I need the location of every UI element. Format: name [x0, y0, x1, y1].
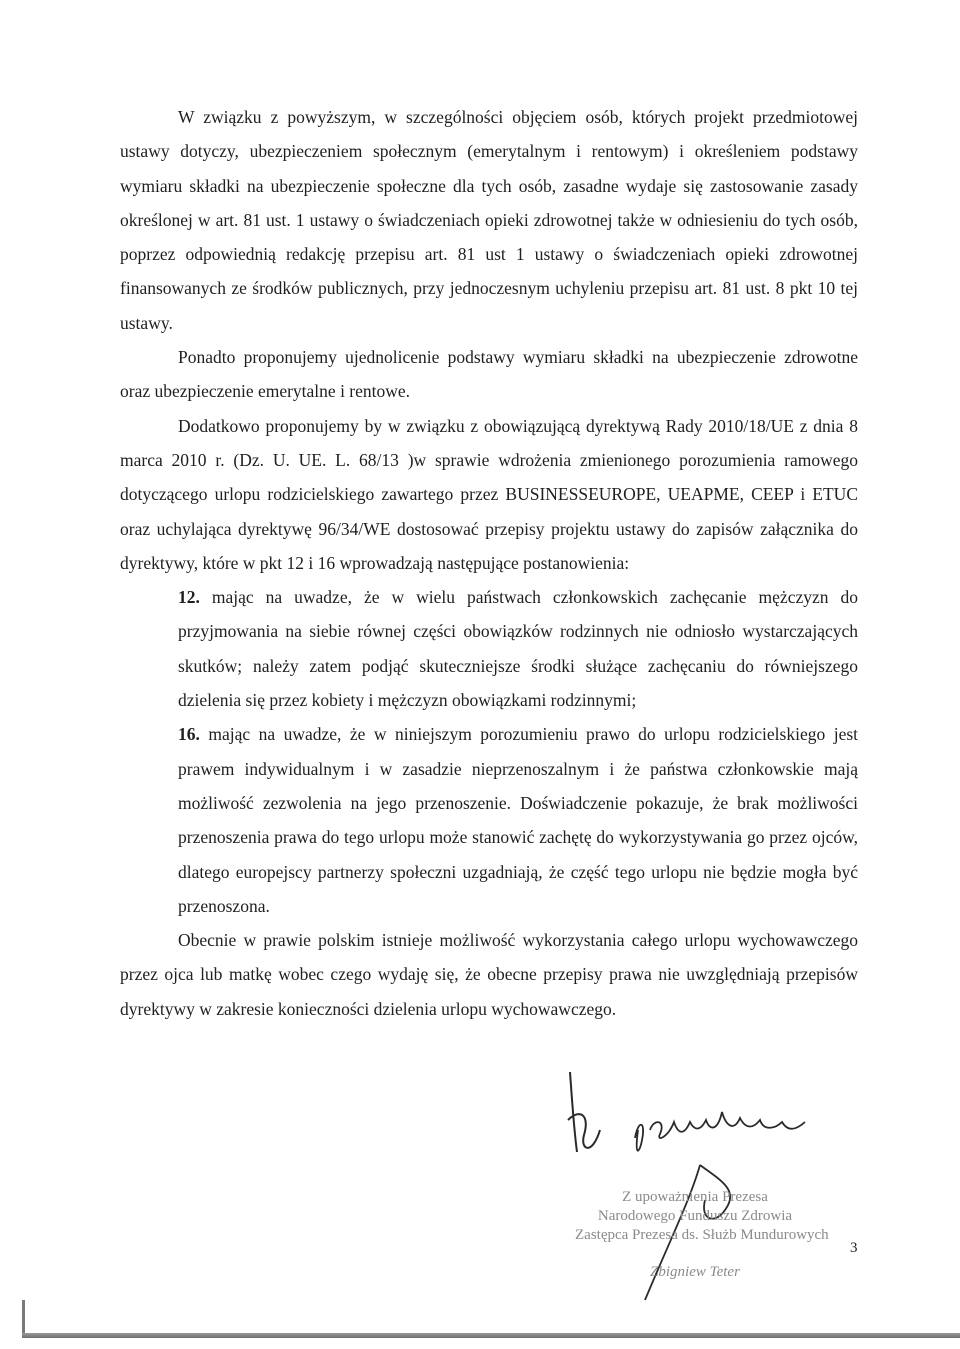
- item-text: mając na uwadze, że w wielu państwach członkowskich zachęcanie mężczyzn do przyjmowania na siebie równej części obowiązków rodzinnych nie odniosło wystarczających skutków; należy zatem podjąć skuteczniejsze środki służące zachęcaniu do równiejszego dzielenia się przez kobiety i mężczyzn obowiązkami rodzinnymi;: [178, 587, 858, 711]
- item-number: 12.: [178, 587, 200, 608]
- list-item-12: [178, 580, 858, 717]
- paragraph-2: Ponadto proponujemy ujednolicenie podstawy wymiaru składki na ubezpieczenie zdrowotne oraz ubezpieczenie emerytalne i rentowe.: [120, 347, 858, 402]
- scan-edge-bottom: [22, 1333, 960, 1338]
- page-number: 3: [850, 1240, 858, 1256]
- paragraph-3: Dodatkowo proponujemy by w związku z obowiązującą dyrektywą Rady 2010/18/UE z dnia 8 marca 2010 r. (Dz. U. UE. L. 68/13 )w sprawie wdrożenia zmienionego porozumienia ramowego dotyczącego urlopu rodzicielskiego zawartego przez BUSINESSEUROPE, UEAPME, CEEP i ETUC oraz uchylająca dyrektywę 96/34/WE dostosować przepisy projektu ustawy do zapisów załącznika do dyrektywy, które w pkt 12 i 16 wprowadzają następujące postanowienia:: [120, 415, 858, 573]
- list-item-16: [178, 717, 858, 923]
- paragraph-1: W związku z powyższym, w szczególności objęciem osób, których projekt przedmiotowej ustawy dotyczy, ubezpieczeniem społecznym (emerytalnym i rentowym) i określeniem podstawy wymiaru składki na ubezpieczenie społeczne dla tych osób, zasadne wydaje się zastosowanie zasady określonej w art. 81 ust. 1 ustawy o świadczeniach opieki zdrowotnej także w odniesieniu do tych osób, poprzez odpowiednią redakcję przepisu art. 81 ust 1 ustawy o świadczeniach opieki zdrowotnej finansowanych ze środków publicznych, przy jednoczesnym uchyleniu przepisu art. 81 ust. 8 pkt 10 tej ustawy.: [120, 107, 858, 333]
- item-number: 16.: [178, 724, 200, 745]
- stamp-line-1: Z upoważnienia Prezesa: [622, 1189, 768, 1205]
- stamp-name: Zbigniew Teter: [650, 1264, 740, 1280]
- official-stamp: [575, 1188, 829, 1282]
- closing-paragraph: Obecnie w prawie polskim istnieje możliwość wykorzystania całego urlopu wychowawczego przez ojca lub matkę wobec czego wydaję się, że obecne przepisy prawa nie uwzględniają przepisów dyrektywy w zakresie konieczności dzielenia urlopu wychowawczego.: [120, 930, 858, 1019]
- stamp-line-3: Zastępca Prezesa ds. Służb Mundurowych: [575, 1227, 829, 1243]
- item-text: mając na uwadze, że w niniejszym porozumieniu prawo do urlopu rodzicielskiego jest prawem indywidualnym i w zasadzie nieprzenoszalnym i że państwa członkowskie mają możliwość zezwolenia na jego przenoszenie. Doświadczenie pokazuje, że brak możliwości przenoszenia prawa do tego urlopu może stanowić zachętę do wykorzystywania go przez ojców, dlatego europejscy partnerzy społeczni uzgadniają, że część tego urlopu nie będzie mogła być przenoszona.: [178, 724, 859, 916]
- document-body: [120, 100, 858, 1026]
- stamp-line-2: Narodowego Funduszu Zdrowia: [597, 1208, 793, 1224]
